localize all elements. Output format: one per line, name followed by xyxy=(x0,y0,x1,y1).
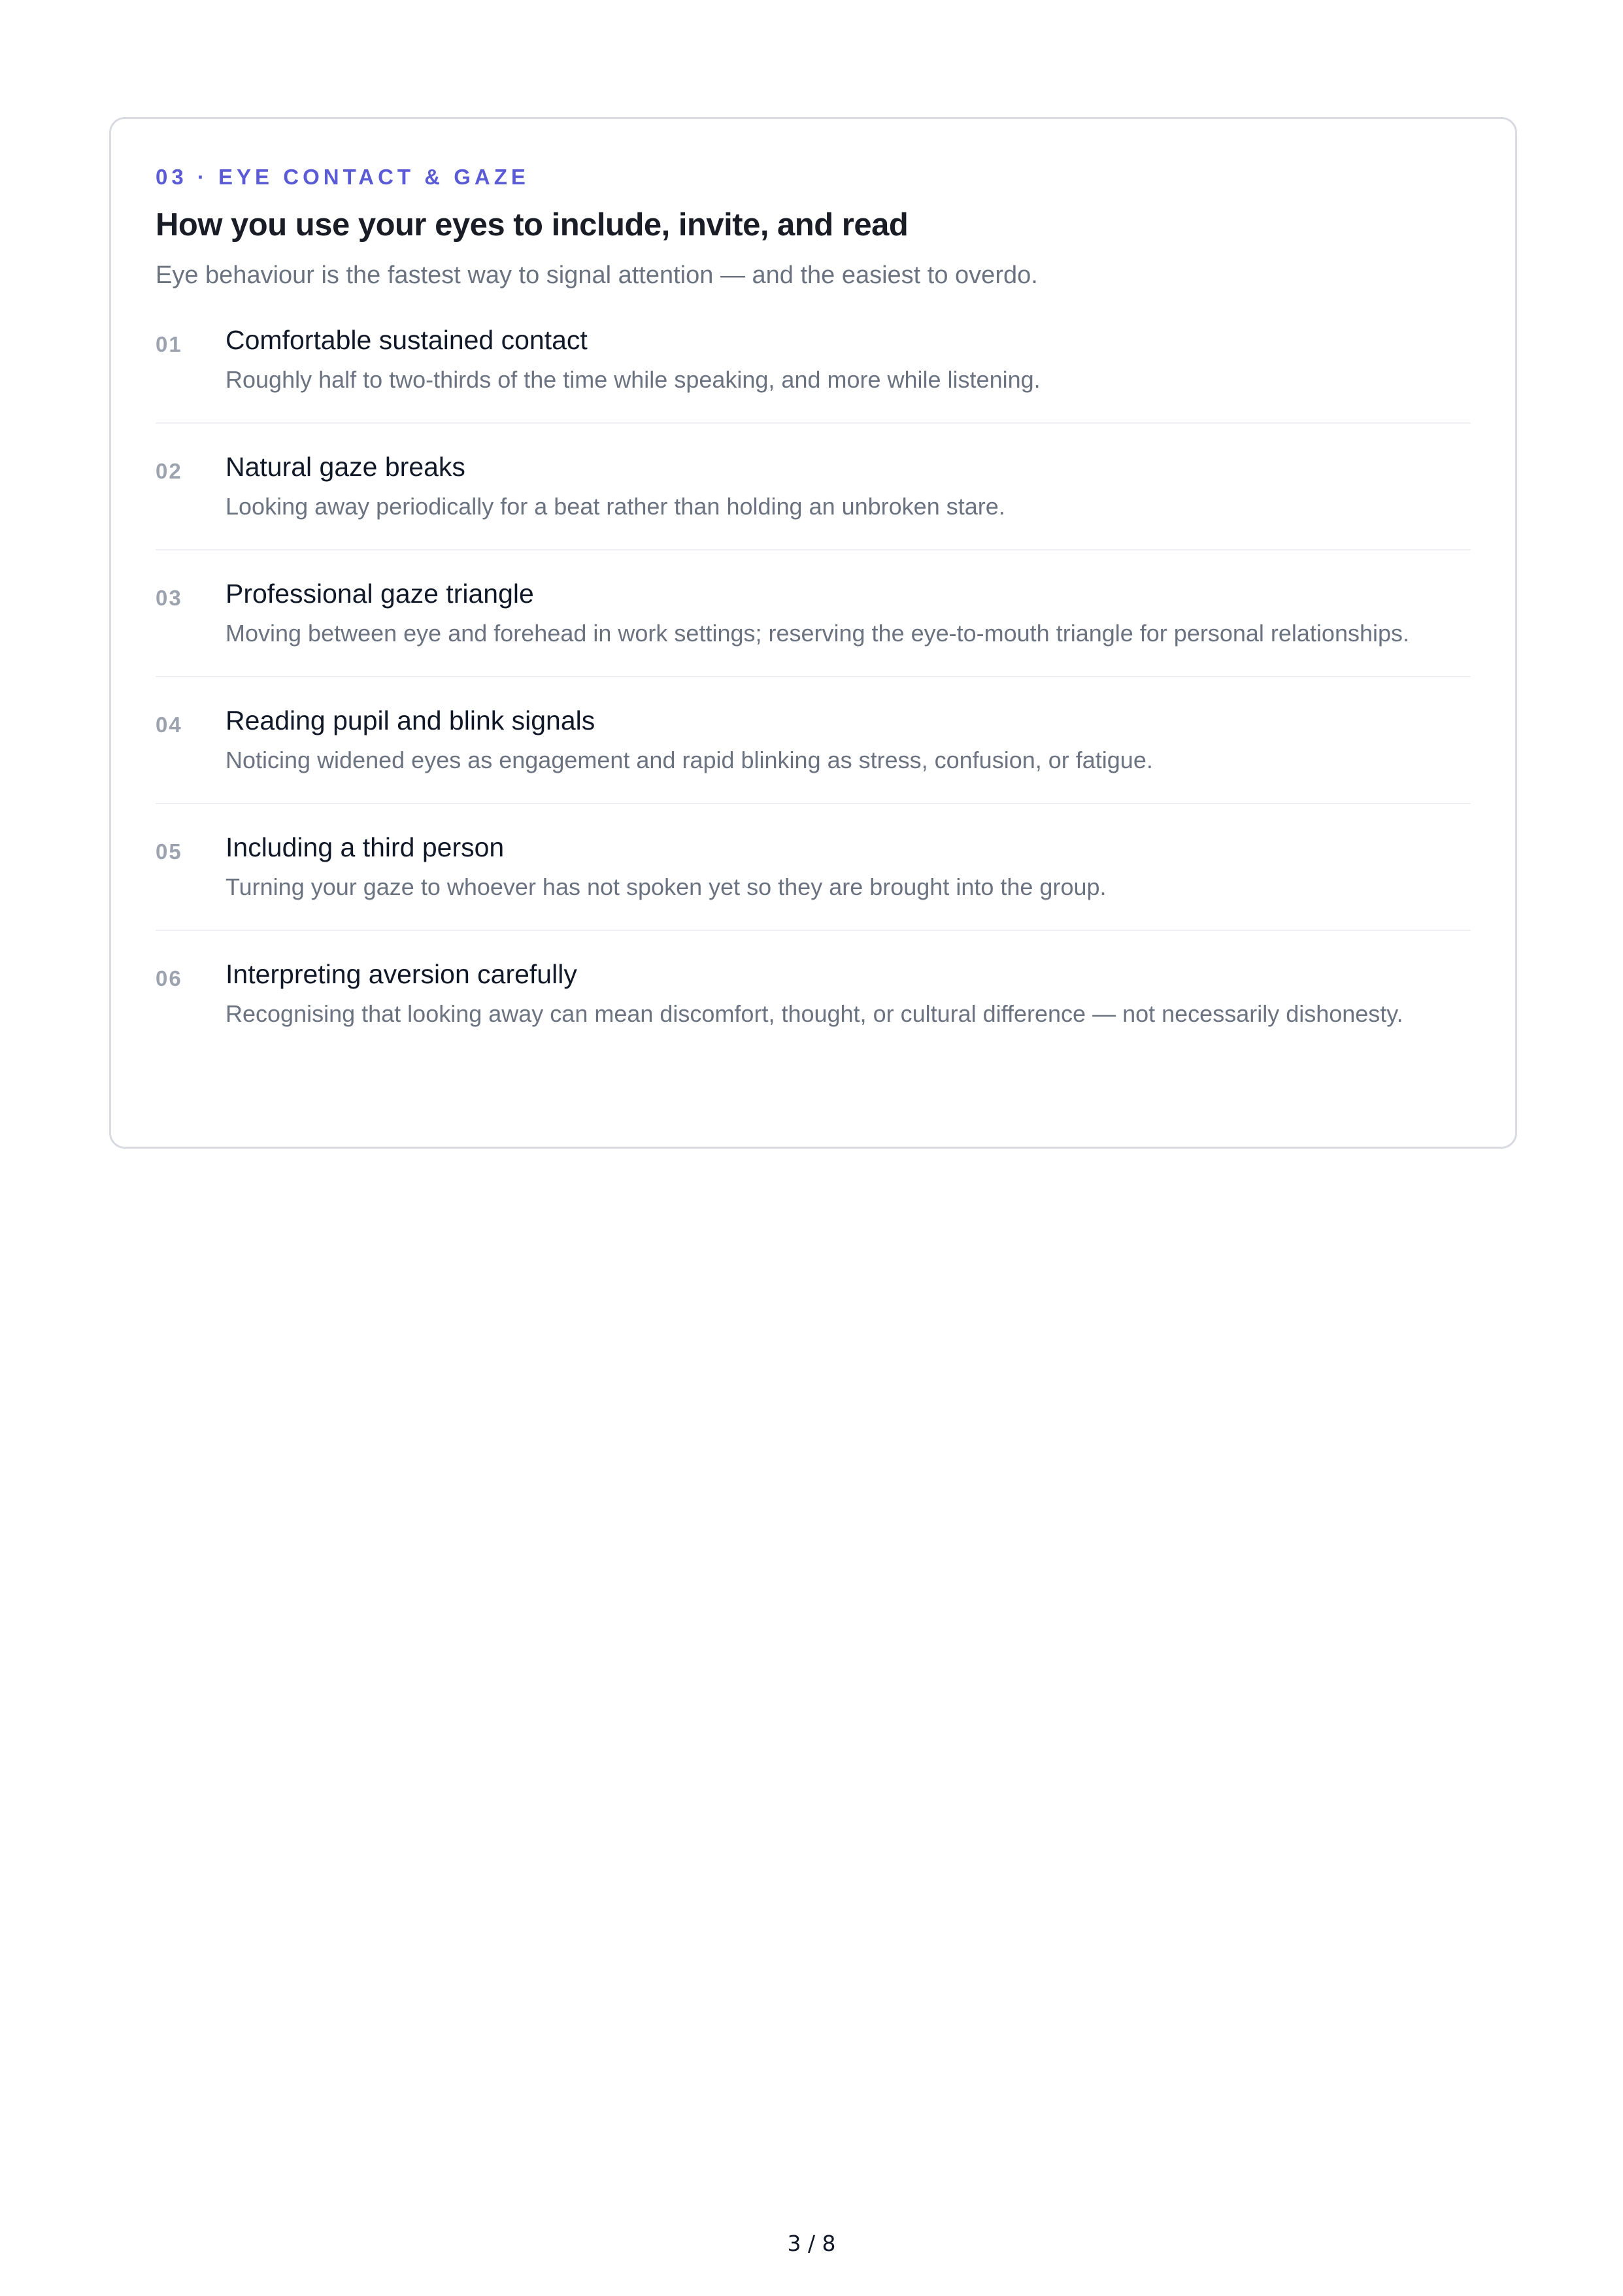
item-number: 06 xyxy=(156,966,182,990)
item-number: 05 xyxy=(156,839,182,864)
item-description: Moving between eye and forehead in work settings; reserving the eye-to-mouth triangle for personal relationships. xyxy=(226,620,1410,647)
item-title: Professional gaze triangle xyxy=(226,579,534,609)
section-subtitle: Eye behaviour is the fastest way to signal attention — and the easiest to overdo. xyxy=(156,262,1038,289)
item-title: Including a third person xyxy=(226,832,505,862)
list-item xyxy=(156,804,1471,931)
item-description: Looking away periodically for a beat rather than holding an unbroken stare. xyxy=(226,493,1005,520)
item-content xyxy=(226,322,1471,397)
page-number: 3 / 8 xyxy=(787,2231,836,2256)
list-item xyxy=(156,316,1471,424)
list-item xyxy=(156,677,1471,804)
list-item xyxy=(156,424,1471,550)
list-item xyxy=(156,931,1471,1056)
item-title: Reading pupil and blink signals xyxy=(226,705,595,735)
item-title: Interpreting aversion carefully xyxy=(226,959,577,989)
item-title: Comfortable sustained contact xyxy=(226,325,588,355)
section-card xyxy=(109,117,1517,1149)
item-description: Recognising that looking away can mean discomfort, thought, or cultural difference — not necessarily dishonesty. xyxy=(226,1000,1403,1027)
item-description: Noticing widened eyes as engagement and rapid blinking as stress, confusion, or fatigue. xyxy=(226,747,1153,773)
item-content xyxy=(226,448,1471,524)
list-item xyxy=(156,550,1471,677)
item-number: 01 xyxy=(156,332,182,356)
item-description: Roughly half to two-thirds of the time while speaking, and more while listening. xyxy=(226,366,1041,393)
item-content xyxy=(226,575,1471,651)
item-title: Natural gaze breaks xyxy=(226,452,465,482)
item-number: 02 xyxy=(156,459,182,483)
item-content xyxy=(226,702,1471,778)
section-title: How you use your eyes to include, invite, and read xyxy=(156,207,909,243)
item-number: 03 xyxy=(156,586,182,610)
item-content xyxy=(226,956,1471,1032)
item-content xyxy=(226,829,1471,905)
item-description: Turning your gaze to whoever has not spoken yet so they are brought into the group. xyxy=(226,873,1107,900)
section-eyebrow: 03 · EYE CONTACT & GAZE xyxy=(156,165,529,189)
item-number: 04 xyxy=(156,713,182,737)
item-list xyxy=(156,316,1471,1056)
